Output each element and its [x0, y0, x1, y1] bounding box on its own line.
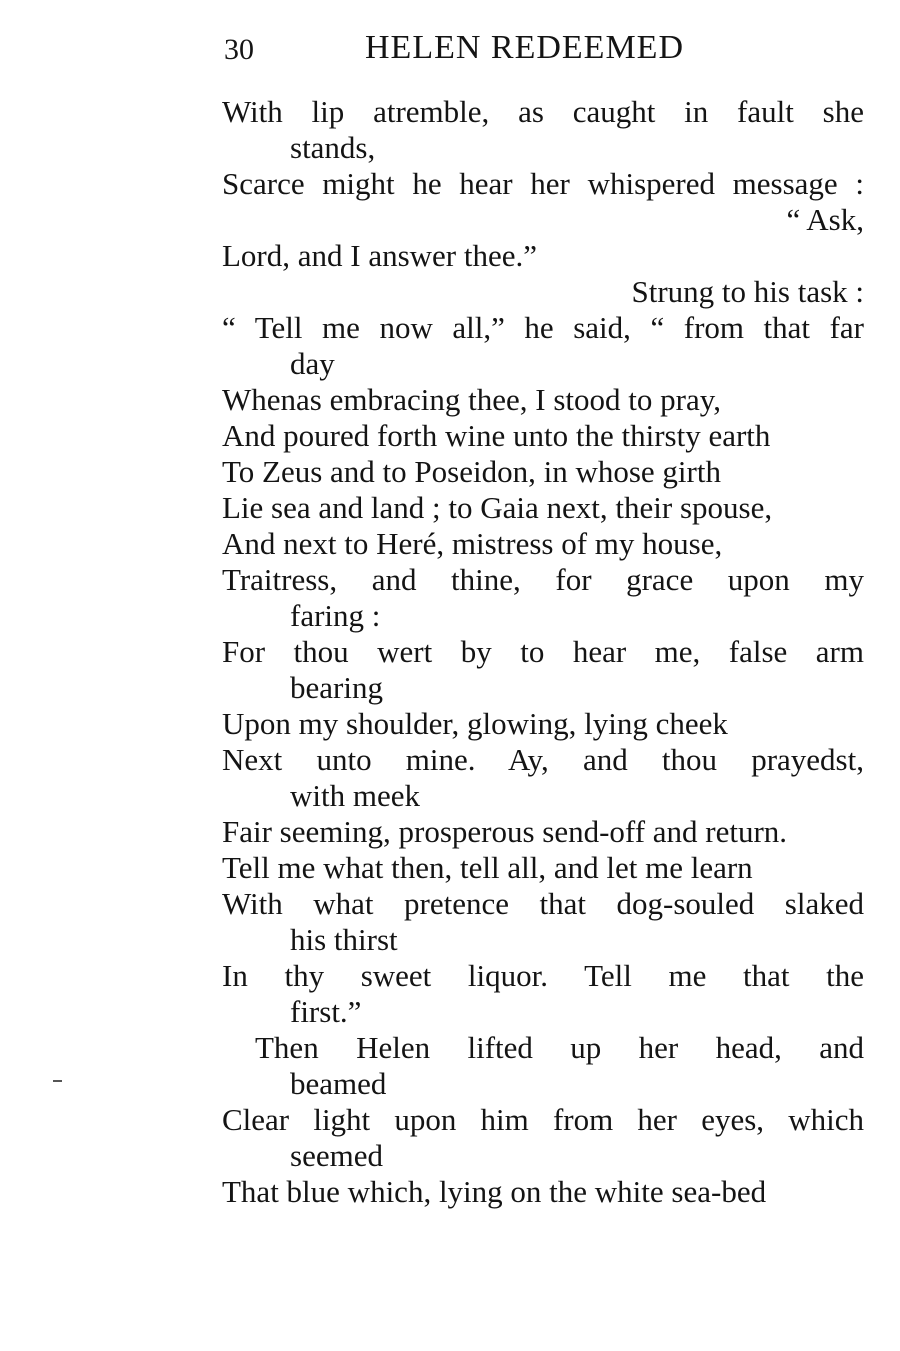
poem-line: Tell me what then, tell all, and let me learn — [222, 850, 753, 885]
running-title: HELEN REDEEMED — [365, 29, 685, 66]
poem-line: Then Helen lifted up her head, and — [255, 1030, 864, 1065]
poem-line: To Zeus and to Poseidon, in whose girth — [222, 454, 721, 489]
poem-line: Scarce might he hear her whispered message : — [222, 166, 864, 201]
poem-line-continuation: first.” — [290, 994, 362, 1029]
poem-line-continuation: seemed — [290, 1138, 383, 1173]
margin-mark — [53, 1080, 62, 1082]
poem-line-continuation: his thirst — [290, 922, 398, 957]
poem-line: In thy sweet liquor. Tell me that the — [222, 958, 864, 993]
poem-line: “ Tell me now all,” he said, “ from that far — [222, 310, 864, 345]
poem-line: With lip atremble, as caught in fault she — [222, 94, 864, 129]
poem-line: Upon my shoulder, glowing, lying cheek — [222, 706, 728, 741]
poem-line-continuation: faring : — [290, 598, 381, 633]
poem-line: With what pretence that dog-souled slaked — [222, 886, 864, 921]
poem-line-continuation: beamed — [290, 1066, 387, 1101]
poem-line: Lie sea and land ; to Gaia next, their spouse, — [222, 490, 773, 525]
page-number: 30 — [224, 33, 254, 66]
poem-line-continuation: day — [290, 346, 335, 381]
poem-line: Whenas embracing thee, I stood to pray, — [222, 382, 721, 417]
poem-line: Clear light upon him from her eyes, which — [222, 1102, 864, 1137]
poem-line: And poured forth wine unto the thirsty earth — [222, 418, 771, 453]
page-header — [224, 26, 864, 70]
poem-line-continuation: stands, — [290, 130, 376, 165]
poem-line: For thou wert by to hear me, false arm — [222, 634, 864, 669]
poem-line: Traitress, and thine, for grace upon my — [222, 562, 864, 597]
poem-line: Strung to his task : — [631, 274, 864, 309]
poem-line: And next to Heré, mistress of my house, — [222, 526, 723, 561]
poem-line: Next unto mine. Ay, and thou prayedst, — [222, 742, 864, 777]
poem-line-continuation: bearing — [290, 670, 383, 705]
poem-text — [222, 94, 864, 1210]
poem-line: “ Ask, — [786, 202, 864, 237]
poem-line: Lord, and I answer thee.” — [222, 238, 538, 273]
poem-line: That blue which, lying on the white sea-bed — [222, 1174, 767, 1209]
poem-line-continuation: with meek — [290, 778, 420, 813]
poem-line: Fair seeming, prosperous send-off and return. — [222, 814, 788, 849]
